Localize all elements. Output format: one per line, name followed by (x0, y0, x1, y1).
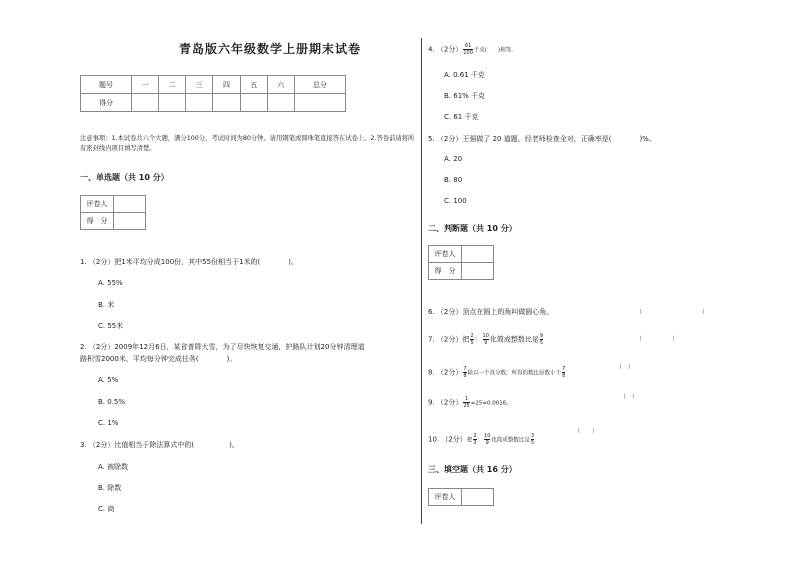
q5-option-b[interactable]: B. 80 (444, 176, 463, 184)
q9-prefix: 9. （2分） (428, 398, 463, 407)
q10-fraction-3 (531, 433, 534, 446)
q3-option-c[interactable]: C. 商 (98, 505, 115, 513)
score-header-cell: 三 (186, 76, 213, 94)
question-3: 3. （2分）比值相当于除法算式中的( )。 (80, 441, 239, 449)
score-header-cell: 四 (213, 76, 240, 94)
grader-reviewer-cell[interactable] (462, 489, 494, 506)
section-1-heading: 一、单选题（共 10 分） (80, 173, 169, 182)
grader-reviewer-cell[interactable] (462, 246, 494, 263)
grader-reviewer-cell[interactable] (114, 196, 146, 213)
notice-text: 注意事项：1.本试卷共六个大题，满分100分，考试时间为80分钟。请用钢笔或圆珠笔直接答在试卷上。2.答卷前请将所有密封线内项目填写清楚。 (80, 135, 415, 152)
q6-text: 6. （2分）顶点在圆上的角叫做圆心角。 (428, 308, 554, 316)
score-input-cell[interactable] (240, 94, 267, 112)
score-header-cell: 五 (240, 76, 267, 94)
q1-option-b[interactable]: B. 米 (98, 301, 115, 309)
score-input-cell[interactable] (294, 94, 345, 112)
q10-f3-den: 5 (530, 440, 535, 446)
question-5: 5. （2分）王强做了 20 道题，经老师检查全对，正确率是( )%。 (428, 135, 656, 143)
q10-mid: ： (477, 437, 484, 444)
score-input-cell[interactable] (213, 94, 240, 112)
q4-option-b[interactable]: B. 61% 千克 (444, 92, 486, 100)
q9-fraction (463, 396, 469, 409)
q10-prefix: 10. （2分） (428, 435, 467, 444)
score-input-cell[interactable] (186, 94, 213, 112)
q10-answer-paren[interactable]: （ ） (574, 428, 599, 435)
question-2-line1: 2. （2分）2009年12月6日，某省普降大雪，为了尽快恢复交通，护路队计划20分钟清理道 (80, 343, 365, 351)
q10-suffix: 化简成整数比是 (491, 437, 530, 444)
grader-box-1 (80, 195, 146, 230)
score-input-cell[interactable] (159, 94, 186, 112)
q8-prefix: 8. （2分） (428, 368, 463, 377)
score-header-cell: 题号 (81, 76, 132, 94)
q7-fraction-2 (483, 333, 489, 346)
question-10 (428, 433, 535, 446)
score-input-cell[interactable] (267, 94, 294, 112)
grader-box-2 (428, 245, 494, 280)
q10-f3-num: 3 (530, 433, 535, 439)
q8-f1-den: 8 (463, 373, 467, 379)
q7-fraction-1 (470, 333, 473, 346)
q7-mid: ： (474, 335, 482, 344)
score-table (80, 75, 346, 112)
q8-mid: 除以一个真分数，所得的数比原数小于 (467, 370, 562, 377)
grader-reviewer-label: 评卷人 (429, 246, 462, 263)
q10-lead: 把 (466, 437, 473, 444)
q1-option-c[interactable]: C. 55米 (98, 322, 124, 330)
score-row-label: 得分 (81, 94, 132, 112)
question-1: 1. （2分）把1米平均分成100份，其中55份相当于1米的( )。 (80, 258, 298, 266)
q4-suffix: 千克( )相等。 (473, 47, 517, 54)
grader-score-label: 得 分 (429, 263, 462, 280)
page-title: 青岛版六年级数学上册期末试卷 (178, 42, 361, 56)
question-9 (428, 396, 512, 409)
q8-fraction-1 (463, 366, 466, 379)
q10-f1-den: 3 (473, 440, 477, 446)
question-7 (428, 333, 544, 346)
question-4 (428, 43, 517, 56)
q2-option-a[interactable]: A. 5% (98, 376, 119, 384)
score-header-cell: 二 (159, 76, 186, 94)
grader-box-3 (428, 488, 494, 506)
score-input-cell[interactable] (131, 94, 158, 112)
q6-answer-paren[interactable]: （ ） (636, 309, 709, 316)
q7-f1-den: 5 (470, 340, 474, 346)
q8-f2-den: 8 (562, 373, 566, 379)
q2-option-b[interactable]: B. 0.5% (98, 398, 126, 406)
q5-option-c[interactable]: C. 100 (444, 197, 467, 205)
grader-score-label: 得 分 (81, 213, 114, 230)
question-6 (428, 307, 553, 317)
q7-f1-num: 2 (470, 333, 474, 339)
score-header-cell: 一 (131, 76, 158, 94)
q10-f2-den: 9 (485, 440, 489, 446)
q4-prefix: 4. （2分） (428, 45, 463, 54)
q9-answer-paren[interactable]: （ ） (620, 394, 639, 401)
q4-fraction (463, 43, 473, 56)
question-2-line2: 路积雪2000米，平均每分钟完成任务( )。 (80, 355, 237, 363)
q4-fraction-denominator: 100 (463, 50, 473, 56)
q5-option-a[interactable]: A. 20 (444, 155, 463, 163)
q10-fraction-1 (473, 433, 476, 446)
q7-f3-num: 9 (539, 333, 544, 339)
grader-score-cell[interactable] (114, 213, 146, 230)
score-table-header-row (81, 76, 346, 94)
score-header-cell: 总分 (294, 76, 345, 94)
q8-answer-paren[interactable]: （ ） (616, 364, 635, 371)
grader-reviewer-label: 评卷人 (81, 196, 114, 213)
grader-reviewer-label: 评卷人 (429, 489, 462, 506)
q8-f1-num: 7 (463, 366, 467, 372)
q4-option-a[interactable]: A. 0.61 千克 (444, 71, 485, 79)
q9-f1-den: 25 (463, 403, 470, 409)
q10-f1-num: 2 (473, 433, 477, 439)
score-table-score-row (81, 94, 346, 112)
q7-prefix: 7. （2分）把 (428, 335, 470, 344)
section-2-heading: 二、判断题（共 10 分） (428, 224, 517, 233)
q9-suffix: =25=0.0016。 (470, 400, 512, 407)
question-8 (428, 366, 566, 379)
q4-fraction-numerator: 61 (464, 43, 472, 49)
q4-option-c[interactable]: C. 61 千克 (444, 113, 479, 121)
q10-fraction-2 (484, 433, 490, 446)
q8-fraction-2 (562, 366, 565, 379)
q9-f1-num: 1 (464, 396, 469, 402)
score-header-cell: 六 (267, 76, 294, 94)
q7-answer-paren[interactable]: （ ） (636, 336, 679, 343)
section-3-heading: 三、填空题（共 16 分） (428, 465, 517, 474)
q7-f2-den: 9 (484, 340, 488, 346)
q3-option-b[interactable]: B. 除数 (98, 484, 122, 492)
q7-suffix: 化简成整数比是 (489, 335, 539, 344)
q7-f2-num: 10 (482, 333, 489, 339)
q8-f2-num: 7 (562, 366, 566, 372)
q7-f3-den: 5 (539, 340, 544, 346)
q3-option-a[interactable]: A. 被除数 (98, 463, 129, 471)
column-divider (421, 38, 422, 524)
grader-score-cell[interactable] (462, 263, 494, 280)
q10-f2-num: 10 (484, 433, 491, 439)
q1-option-a[interactable]: A. 55% (98, 279, 123, 287)
q2-option-c[interactable]: C. 1% (98, 419, 119, 427)
q7-fraction-3 (540, 333, 543, 346)
